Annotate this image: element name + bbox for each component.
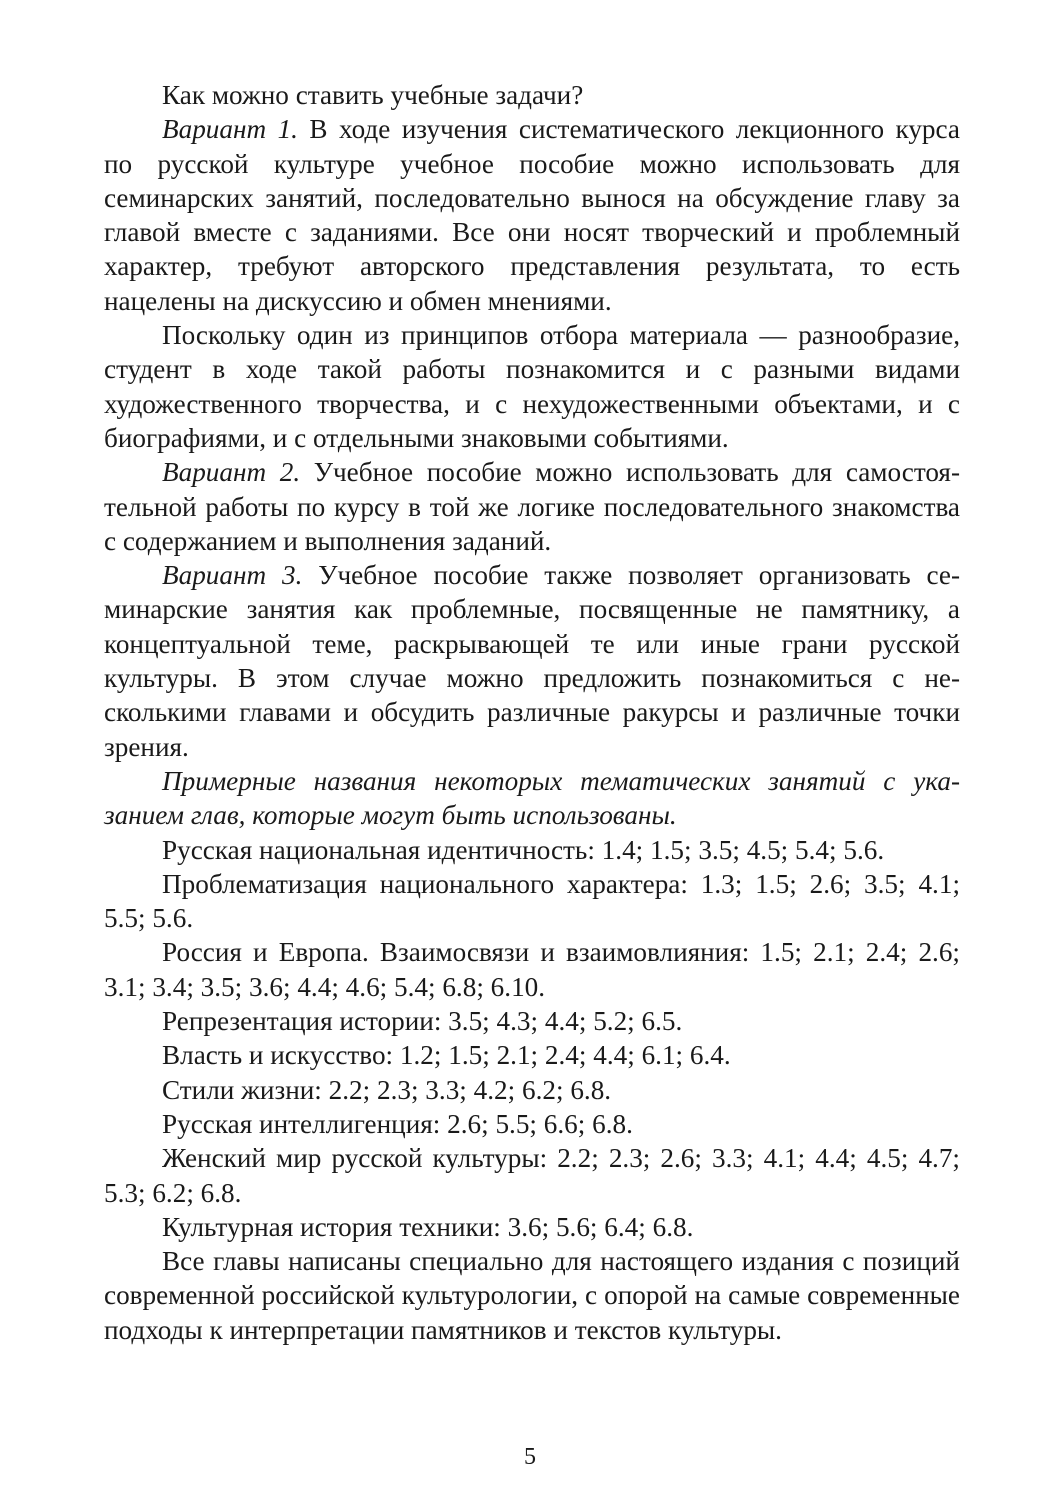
document-body [104, 78, 960, 1347]
variant-3-text: Учебное пособие также позволяет организовать семинарские занятия как проблемные, посвященные не памятнику, а концептуальной теме, раскрывающей те или иные грани русской культуры. В этом случае можно предложить познакомиться с несколькими главами и обсудить различные ракурсы и различные точки зрения. [104, 560, 960, 762]
intro-question: Как можно ставить учебные задачи? [162, 80, 584, 110]
variant-3-label: Вариант 3. [162, 560, 303, 591]
page-number: 5 [524, 1444, 536, 1470]
topic-item: Русская интеллигенция: 2.6; 5.5; 6.6; 6.8. [162, 1108, 633, 1139]
topic-item: Репрезентация истории: 3.5; 4.3; 4.4; 5.2; 6.5. [162, 1006, 683, 1037]
variant-2-text: Учебное пособие можно использовать для самостоятельной работы по курсу в той же логике последовательного знакомства с содержанием и выполнения заданий. [104, 457, 960, 556]
topic-item: Культурная история техники: 3.6; 5.6; 6.4; 6.8. [162, 1211, 694, 1242]
topic-item: Стили жизни: 2.2; 2.3; 3.3; 4.2; 6.2; 6.8. [162, 1074, 612, 1105]
diversity-text: Поскольку один из принципов отбора материала — разнообразие, студент в ходе такой работы познакомится и с разными видами художественного творчества, и с нехудожественными объектами, и с биографиями, и с отдельными знаковыми событиями. [104, 320, 960, 453]
variant-2-paragraph [104, 455, 960, 558]
topics-heading: Примерные названия некоторых тематических занятий с указанием глав, которые могут быть использованы. [104, 765, 960, 831]
variant-1-label: Вариант 1. [162, 114, 298, 145]
variant-3-paragraph [104, 558, 960, 764]
topic-item: Россия и Европа. Взаимосвязи и взаимовлияния: 1.5; 2.1; 2.4; 2.6; 3.1; 3.4; 3.5; 3.6; 4.4; 4.6; 5.4; 6.8; 6.10. [104, 937, 960, 1002]
diversity-paragraph [104, 318, 960, 455]
topic-item: Женский мир русской культуры: 2.2; 2.3; 2.6; 3.3; 4.1; 4.4; 4.5; 4.7; 5.3; 6.2; 6.8. [104, 1143, 960, 1208]
topic-item: Русская национальная идентичность: 1.4; 1.5; 3.5; 4.5; 5.4; 5.6. [162, 834, 885, 865]
topic-item: Проблематизация национального характера: 1.3; 1.5; 2.6; 3.5; 4.1; 5.5; 5.6. [104, 868, 960, 934]
variant-1-text: В ходе изучения систематического лекционного курса по русской культуре учебное пособие можно использовать для семинарских занятий, последовательно вынося на обсуждение главу за главой вместе с заданиями. Все они носят творческий и проблемный характер, требуют авторского представления результата, то есть нацелены на дискуссию и обмен мнениями. [104, 114, 960, 316]
topic-item: Власть и искусство: 1.2; 1.5; 2.1; 2.4; 4.4; 6.1; 6.4. [162, 1040, 731, 1071]
variant-1-paragraph [104, 112, 960, 318]
closing-paragraph: Все главы написаны специально для настоящего издания с позиций современной российской культурологии, с опорой на самые современные подходы к интерпретации памятников и текстов культуры. [104, 1246, 960, 1345]
variant-2-label: Вариант 2. [162, 457, 301, 488]
